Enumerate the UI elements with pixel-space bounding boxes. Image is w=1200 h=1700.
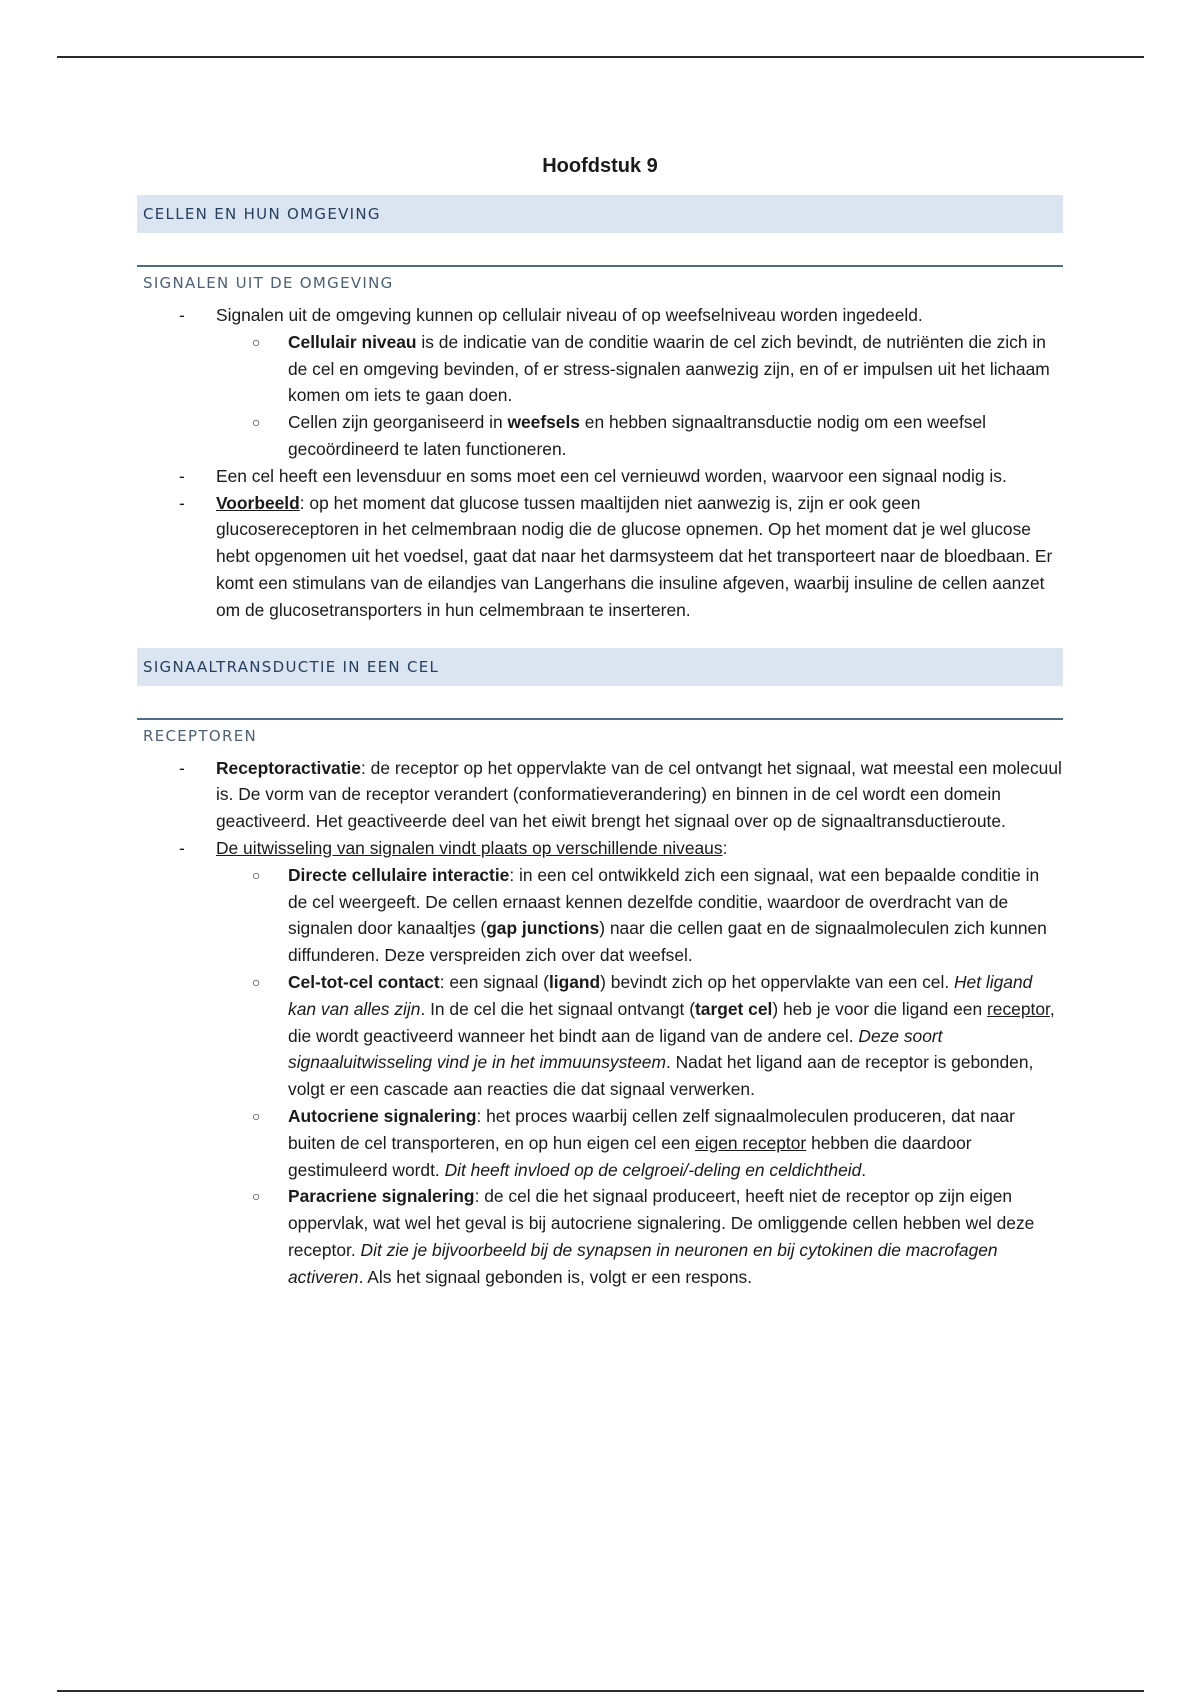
list-signalen [137,302,1063,624]
dash-bullet: - [179,492,185,513]
list-receptoren [137,755,1063,1291]
section-banner-signaaltransductie: SIGNAALTRANSDUCTIE IN EEN CEL [137,648,1063,686]
list-item: - Voorbeeld: op het moment dat glucose tussen maaltijden niet aanwezig is, zijn er ook geen glucosereceptoren in het celmembraan nodig die de glucose opnemen. Op het moment dat je wel glucose hebt opgenomen uit het voedsel, gaat dat naar het darmsysteem dat het transporteert naar de bloedbaan. Er komt een stimulans van de eilandjes van Langerhans die insuline afgeven, waarbij insuline de cellen aanzet om de glucosetransporters in hun celmembraan te inserteren. [137,490,1063,624]
header-rule [57,56,1144,58]
page-title: Hoofdstuk 9 [542,155,658,177]
dash-bullet: - [179,305,185,325]
circle-bullet: ○ [252,1188,261,1205]
list-item: ○ Cel-tot-cel contact: een signaal (ligand) bevindt zich op het oppervlakte van een cel. Het ligand kan van alles zijn. In de cel die het signaal ontvangt (target cel) heb je voor die ligand een receptor, die wordt geactiveerd wanneer het bindt aan de ligand van de andere cel. Deze soort signaaluitwisseling vind je in het immuunsysteem. Nadat het ligand aan de receptor is gebonden, volgt er een cascade aan reacties die dat signaal verwerken. [216,969,1063,1103]
subheading-receptoren: RECEPTOREN [137,718,1063,745]
list-item: - Receptoractivatie: de receptor op het oppervlakte van de cel ontvangt het signaal, wat meestal een molecuul is. De vorm van de receptor verandert (conformatieverandering) en binnen in de cel wordt een domein geactiveerd. Het geactiveerde deel van het eiwit brengt het signaal over op de signaaltransductieroute. [137,755,1063,835]
list-item: - Signalen uit de omgeving kunnen op cellulair niveau of op weefselniveau worden ingedeeld. ○ Cellulair niveau is de indicatie van de conditie waarin de cel zich bevindt, de nutriënten die zich in de cel en omgeving bevinden, of er stress-signalen aanwezig zijn, en of er impulsen uit het lichaam komen om iets te gaan doen. ○ Cellen zijn georganiseerd in weefsels en hebben signaaltransductie nodig om een weefsel gecoördineerd te laten functioneren. [137,302,1063,463]
list-item: - De uitwisseling van signalen vindt plaats op verschillende niveaus: ○ Directe cellulaire interactie: in een cel ontwikkeld zich een signaal, wat een bepaalde conditie in de cel weergeeft. De cellen ernaast kennen dezelfde conditie, waardoor de overdracht van de signalen door kanaaltjes (gap junctions) naar die cellen gaat en de signaalmoleculen zich kunnen diffunderen. Deze verspreiden zich over dat weefsel. ○ Cel-tot-cel contact: een signaal (ligand) bevindt zich op het oppervlakte van een cel. Het ligand kan van alles zijn. In de cel die het signaal ontvangt (target cel) heb je voor die ligand een receptor, die wordt geactiveerd wanneer het bindt aan de ligand van de andere cel. Deze soort signaaluitwisseling vind je in het immuunsysteem. Nadat het ligand aan de receptor is gebonden, volgt er een cascade aan reacties die dat signaal verwerken. ○ Autocriene signalering: het proces waarbij cellen zelf signaalmoleculen produceren, dat naar buiten de cel transporteren, en op hun eigen cel een eigen receptor hebben die daardoor gestimuleerd wordt. Dit heeft invloed op de celgroei/-deling en celdichtheid. ○ Paracriene signalering: de cel die het signaal produceert, heeft niet de receptor op zijn eigen oppervlak, wat wel het geval is bij autocriene signalering. De omliggende cellen hebben wel deze receptor. Dit zie je bijvoorbeeld bij de synapsen in neuronen en bij cytokinen die macrofagen activeren. Als het signaal gebonden is, volgt er een respons. [137,835,1063,1291]
list-item: - Een cel heeft een levensduur en soms moet een cel vernieuwd worden, waarvoor een signaal nodig is. [137,463,1063,490]
dash-bullet: - [179,465,185,486]
list-item: ○ Autocriene signalering: het proces waarbij cellen zelf signaalmoleculen produceren, dat naar buiten de cel transporteren, en op hun eigen cel een eigen receptor hebben die daardoor gestimuleerd wordt. Dit heeft invloed op de celgroei/-deling en celdichtheid. [216,1103,1063,1183]
sublist [216,862,1063,1291]
circle-bullet: ○ [252,414,261,431]
circle-bullet: ○ [252,333,261,350]
subheading-signalen: SIGNALEN UIT DE OMGEVING [137,265,1063,292]
circle-bullet: ○ [252,866,261,883]
list-item: ○ Directe cellulaire interactie: in een cel ontwikkeld zich een signaal, wat een bepaalde conditie in de cel weergeeft. De cellen ernaast kennen dezelfde conditie, waardoor de overdracht van de signalen door kanaaltjes (gap junctions) naar die cellen gaat en de signaalmoleculen zich kunnen diffunderen. Deze verspreiden zich over dat weefsel. [216,862,1063,969]
sublist [216,329,1063,463]
document-page [137,150,1063,1291]
section-banner-cellen: CELLEN EN HUN OMGEVING [137,195,1063,233]
dash-bullet: - [179,757,185,778]
dash-bullet: - [179,837,185,858]
list-item: ○ Paracriene signalering: de cel die het signaal produceert, heeft niet de receptor op zijn eigen oppervlak, wat wel het geval is bij autocriene signalering. De omliggende cellen hebben wel deze receptor. Dit zie je bijvoorbeeld bij de synapsen in neuronen en bij cytokinen die macrofagen activeren. Als het signaal gebonden is, volgt er een respons. [216,1183,1063,1290]
footer-rule [57,1690,1144,1692]
circle-bullet: ○ [252,973,261,990]
list-item: ○ Cellulair niveau is de indicatie van de conditie waarin de cel zich bevindt, de nutriënten die zich in de cel en omgeving bevinden, of er stress-signalen aanwezig zijn, en of er impulsen uit het lichaam komen om iets te gaan doen. [216,329,1063,409]
list-item: ○ Cellen zijn georganiseerd in weefsels en hebben signaaltransductie nodig om een weefsel gecoördineerd te laten functioneren. [216,409,1063,463]
circle-bullet: ○ [252,1107,261,1124]
